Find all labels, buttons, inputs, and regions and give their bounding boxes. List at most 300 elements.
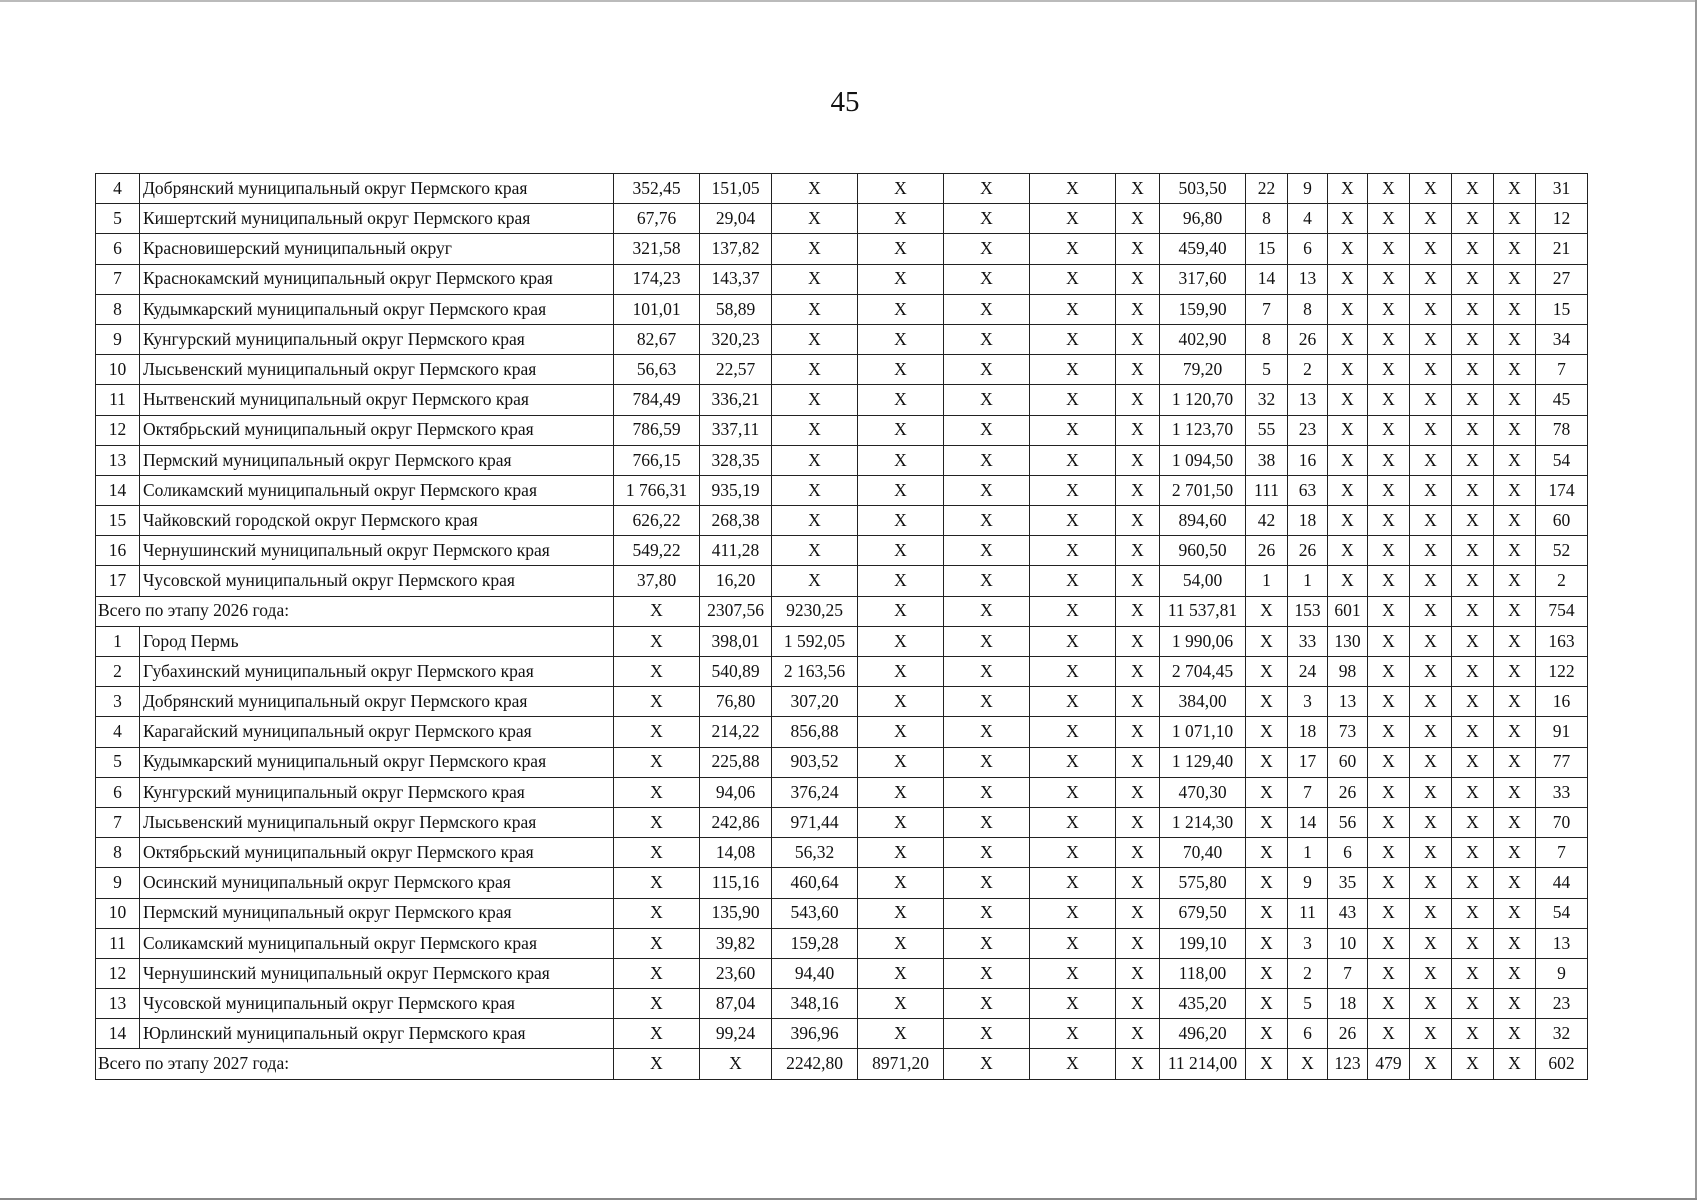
value-cell: X — [1328, 506, 1368, 536]
value-cell: 11 — [1288, 898, 1328, 928]
table-row — [96, 566, 1588, 596]
value-cell: X — [1030, 1049, 1116, 1079]
row-number: 4 — [96, 174, 140, 204]
value-cell: 11 537,81 — [1160, 596, 1246, 626]
value-cell: X — [1116, 566, 1160, 596]
value-cell: X — [858, 385, 944, 415]
value-cell: X — [1116, 777, 1160, 807]
page-number: 45 — [830, 86, 860, 118]
value-cell: X — [858, 204, 944, 234]
value-cell: X — [1494, 355, 1536, 385]
value-cell: X — [858, 174, 944, 204]
value-cell: 2307,56 — [700, 596, 772, 626]
value-cell: X — [944, 687, 1030, 717]
value-cell: X — [944, 657, 1030, 687]
value-cell: 153 — [1288, 596, 1328, 626]
value-cell: 459,40 — [1160, 234, 1246, 264]
value-cell: X — [1494, 958, 1536, 988]
value-cell: 3 — [1288, 687, 1328, 717]
value-cell: X — [944, 807, 1030, 837]
value-cell: 174 — [1536, 475, 1588, 505]
value-cell: 70,40 — [1160, 838, 1246, 868]
value-cell: X — [1030, 898, 1116, 928]
value-cell: X — [614, 898, 700, 928]
row-number: 9 — [96, 324, 140, 354]
value-cell: 32 — [1536, 1019, 1588, 1049]
row-number: 10 — [96, 898, 140, 928]
table-row — [96, 475, 1588, 505]
municipality-name: Чусовской муниципальный округ Пермского края — [140, 989, 614, 1019]
value-cell: 543,60 — [772, 898, 858, 928]
value-cell: 1 120,70 — [1160, 385, 1246, 415]
value-cell: 398,01 — [700, 626, 772, 656]
municipality-name: Пермский муниципальный округ Пермского края — [140, 898, 614, 928]
value-cell: X — [1246, 626, 1288, 656]
value-cell: 174,23 — [614, 264, 700, 294]
row-number: 6 — [96, 234, 140, 264]
value-cell: X — [772, 234, 858, 264]
value-cell: X — [858, 989, 944, 1019]
value-cell: 37,80 — [614, 566, 700, 596]
value-cell: 16 — [1288, 445, 1328, 475]
value-cell: 12 — [1536, 204, 1588, 234]
value-cell: X — [1494, 174, 1536, 204]
value-cell: 98 — [1328, 657, 1368, 687]
value-cell: X — [858, 657, 944, 687]
value-cell: 111 — [1246, 475, 1288, 505]
value-cell: X — [1368, 596, 1410, 626]
value-cell: 8 — [1288, 294, 1328, 324]
municipality-name: Кудымкарский муниципальный округ Пермского края — [140, 747, 614, 777]
value-cell: X — [1368, 898, 1410, 928]
value-cell: 5 — [1288, 989, 1328, 1019]
value-cell: X — [944, 1049, 1030, 1079]
value-cell: X — [1030, 747, 1116, 777]
value-cell: 32 — [1246, 385, 1288, 415]
total-label: Всего по этапу 2026 года: — [96, 596, 614, 626]
value-cell: X — [1494, 989, 1536, 1019]
value-cell: X — [1452, 355, 1494, 385]
value-cell: X — [1452, 1019, 1494, 1049]
value-cell: X — [772, 536, 858, 566]
value-cell: 8971,20 — [858, 1049, 944, 1079]
municipality-name: Чернушинский муниципальный округ Пермского края — [140, 958, 614, 988]
value-cell: X — [1368, 868, 1410, 898]
value-cell: X — [1116, 385, 1160, 415]
table-row — [96, 294, 1588, 324]
value-cell: X — [944, 415, 1030, 445]
value-cell: 79,20 — [1160, 355, 1246, 385]
value-cell: X — [700, 1049, 772, 1079]
value-cell: X — [944, 747, 1030, 777]
value-cell: 1 214,30 — [1160, 807, 1246, 837]
value-cell: 15 — [1246, 234, 1288, 264]
municipality-name: Чайковский городской округ Пермского края — [140, 506, 614, 536]
value-cell: 1 094,50 — [1160, 445, 1246, 475]
value-cell: X — [1452, 566, 1494, 596]
value-cell: 1 129,40 — [1160, 747, 1246, 777]
value-cell: X — [1246, 777, 1288, 807]
value-cell: 602 — [1536, 1049, 1588, 1079]
value-cell: X — [1030, 294, 1116, 324]
value-cell: 13 — [1536, 928, 1588, 958]
municipality-name: Нытвенский муниципальный округ Пермского края — [140, 385, 614, 415]
value-cell: X — [1494, 445, 1536, 475]
value-cell: X — [1116, 687, 1160, 717]
value-cell: X — [858, 596, 944, 626]
value-cell: X — [1368, 807, 1410, 837]
value-cell: X — [1452, 928, 1494, 958]
table-row — [96, 1019, 1588, 1049]
table-row — [96, 355, 1588, 385]
table-row — [96, 838, 1588, 868]
table-row — [96, 807, 1588, 837]
value-cell: X — [1410, 596, 1452, 626]
municipality-name: Губахинский муниципальный округ Пермского края — [140, 657, 614, 687]
value-cell: X — [1116, 264, 1160, 294]
value-cell: X — [1410, 898, 1452, 928]
value-cell: 2 — [1536, 566, 1588, 596]
value-cell: 67,76 — [614, 204, 700, 234]
value-cell: 38 — [1246, 445, 1288, 475]
value-cell: X — [1410, 234, 1452, 264]
row-number: 2 — [96, 657, 140, 687]
value-cell: 56 — [1328, 807, 1368, 837]
value-cell: 35 — [1328, 868, 1368, 898]
value-cell: X — [772, 415, 858, 445]
value-cell: 2 701,50 — [1160, 475, 1246, 505]
value-cell: X — [772, 324, 858, 354]
table-row — [96, 445, 1588, 475]
value-cell: X — [1368, 626, 1410, 656]
value-cell: X — [772, 506, 858, 536]
value-cell: 9230,25 — [772, 596, 858, 626]
value-cell: X — [1368, 264, 1410, 294]
value-cell: 479 — [1368, 1049, 1410, 1079]
value-cell: 540,89 — [700, 657, 772, 687]
value-cell: 1 123,70 — [1160, 415, 1246, 445]
value-cell: X — [944, 596, 1030, 626]
value-cell: 7 — [1246, 294, 1288, 324]
value-cell: X — [614, 657, 700, 687]
value-cell: 320,23 — [700, 324, 772, 354]
value-cell: 960,50 — [1160, 536, 1246, 566]
value-cell: X — [858, 747, 944, 777]
value-cell: X — [1116, 415, 1160, 445]
municipality-name: Город Пермь — [140, 626, 614, 656]
value-cell: X — [1116, 838, 1160, 868]
value-cell: 1 766,31 — [614, 475, 700, 505]
value-cell: X — [1410, 958, 1452, 988]
value-cell: X — [1030, 174, 1116, 204]
value-cell: X — [1452, 324, 1494, 354]
value-cell: 23 — [1288, 415, 1328, 445]
value-cell: 903,52 — [772, 747, 858, 777]
row-number: 7 — [96, 264, 140, 294]
value-cell: X — [1116, 989, 1160, 1019]
value-cell: X — [1452, 717, 1494, 747]
value-cell: 26 — [1328, 777, 1368, 807]
municipality-name: Юрлинский муниципальный округ Пермского края — [140, 1019, 614, 1049]
table-row — [96, 747, 1588, 777]
value-cell: X — [858, 264, 944, 294]
value-cell: X — [1368, 385, 1410, 415]
value-cell: 23,60 — [700, 958, 772, 988]
value-cell: 77 — [1536, 747, 1588, 777]
value-cell: X — [1030, 385, 1116, 415]
value-cell: 307,20 — [772, 687, 858, 717]
value-cell: 63 — [1288, 475, 1328, 505]
municipality-name: Чернушинский муниципальный округ Пермского края — [140, 536, 614, 566]
value-cell: X — [1246, 989, 1288, 1019]
value-cell: X — [1368, 717, 1410, 747]
value-cell: 14,08 — [700, 838, 772, 868]
value-cell: 6 — [1288, 234, 1328, 264]
municipality-name: Кунгурский муниципальный округ Пермского края — [140, 777, 614, 807]
value-cell: 73 — [1328, 717, 1368, 747]
municipality-name: Кишертский муниципальный округ Пермского края — [140, 204, 614, 234]
value-cell: 784,49 — [614, 385, 700, 415]
value-cell: X — [944, 1019, 1030, 1049]
value-cell: X — [1494, 687, 1536, 717]
value-cell: X — [1368, 445, 1410, 475]
row-number: 13 — [96, 989, 140, 1019]
value-cell: X — [858, 445, 944, 475]
value-cell: X — [1246, 717, 1288, 747]
value-cell: X — [1368, 777, 1410, 807]
value-cell: X — [1494, 928, 1536, 958]
value-cell: 29,04 — [700, 204, 772, 234]
value-cell: X — [1116, 807, 1160, 837]
value-cell: X — [944, 324, 1030, 354]
value-cell: 9 — [1536, 958, 1588, 988]
value-cell: X — [1116, 174, 1160, 204]
municipality-name: Карагайский муниципальный округ Пермского края — [140, 717, 614, 747]
value-cell: 2 704,45 — [1160, 657, 1246, 687]
value-cell: X — [944, 566, 1030, 596]
value-cell: X — [1246, 928, 1288, 958]
value-cell: 17 — [1288, 747, 1328, 777]
value-cell: X — [1494, 1019, 1536, 1049]
value-cell: X — [1494, 415, 1536, 445]
value-cell: X — [1328, 536, 1368, 566]
value-cell: X — [772, 385, 858, 415]
value-cell: 894,60 — [1160, 506, 1246, 536]
value-cell: X — [1116, 717, 1160, 747]
value-cell: X — [1452, 234, 1494, 264]
value-cell: X — [1116, 958, 1160, 988]
value-cell: 143,37 — [700, 264, 772, 294]
table-row — [96, 626, 1588, 656]
value-cell: X — [614, 687, 700, 717]
municipality-name: Октябрьский муниципальный округ Пермского края — [140, 838, 614, 868]
value-cell: X — [858, 898, 944, 928]
value-cell: X — [1452, 838, 1494, 868]
value-cell: 99,24 — [700, 1019, 772, 1049]
value-cell: 1 071,10 — [1160, 717, 1246, 747]
value-cell: X — [1494, 807, 1536, 837]
value-cell: 27 — [1536, 264, 1588, 294]
municipality-name: Кунгурский муниципальный округ Пермского края — [140, 324, 614, 354]
value-cell: 6 — [1328, 838, 1368, 868]
value-cell: X — [1246, 958, 1288, 988]
value-cell: X — [858, 506, 944, 536]
table-row — [96, 536, 1588, 566]
value-cell: X — [614, 626, 700, 656]
value-cell: 337,11 — [700, 415, 772, 445]
value-cell: X — [772, 294, 858, 324]
value-cell: X — [614, 777, 700, 807]
value-cell: X — [1328, 415, 1368, 445]
value-cell: 935,19 — [700, 475, 772, 505]
value-cell: X — [1494, 717, 1536, 747]
value-cell: X — [1116, 506, 1160, 536]
value-cell: X — [1288, 1049, 1328, 1079]
value-cell: X — [944, 989, 1030, 1019]
value-cell: 328,35 — [700, 445, 772, 475]
value-cell: X — [614, 807, 700, 837]
value-cell: X — [1368, 234, 1410, 264]
value-cell: X — [1116, 596, 1160, 626]
value-cell: 18 — [1288, 717, 1328, 747]
value-cell: X — [1452, 657, 1494, 687]
value-cell: X — [1116, 234, 1160, 264]
value-cell: X — [1410, 1019, 1452, 1049]
value-cell: X — [1030, 717, 1116, 747]
table-row — [96, 506, 1588, 536]
value-cell: X — [1246, 838, 1288, 868]
value-cell: X — [1452, 294, 1494, 324]
row-number: 11 — [96, 385, 140, 415]
value-cell: X — [1368, 838, 1410, 868]
value-cell: X — [1410, 294, 1452, 324]
value-cell: X — [944, 294, 1030, 324]
value-cell: X — [1116, 898, 1160, 928]
municipality-name: Добрянский муниципальный округ Пермского края — [140, 174, 614, 204]
value-cell: X — [1452, 747, 1494, 777]
value-cell: 94,40 — [772, 958, 858, 988]
value-cell: X — [1452, 385, 1494, 415]
value-cell: X — [1494, 626, 1536, 656]
value-cell: 4 — [1288, 204, 1328, 234]
value-cell: 76,80 — [700, 687, 772, 717]
value-cell: X — [858, 687, 944, 717]
value-cell: X — [1328, 385, 1368, 415]
value-cell: X — [1368, 687, 1410, 717]
row-number: 5 — [96, 747, 140, 777]
value-cell: 8 — [1246, 324, 1288, 354]
table-row — [96, 234, 1588, 264]
row-number: 8 — [96, 838, 140, 868]
value-cell: 26 — [1288, 536, 1328, 566]
value-cell: X — [858, 1019, 944, 1049]
value-cell: 60 — [1328, 747, 1368, 777]
value-cell: X — [1116, 294, 1160, 324]
value-cell: 856,88 — [772, 717, 858, 747]
value-cell: X — [1410, 355, 1452, 385]
value-cell: X — [1116, 868, 1160, 898]
value-cell: 163 — [1536, 626, 1588, 656]
value-cell: 3 — [1288, 928, 1328, 958]
value-cell: 496,20 — [1160, 1019, 1246, 1049]
value-cell: 123 — [1328, 1049, 1368, 1079]
row-number: 7 — [96, 807, 140, 837]
value-cell: X — [772, 174, 858, 204]
value-cell: 22,57 — [700, 355, 772, 385]
value-cell: X — [1410, 506, 1452, 536]
value-cell: 31 — [1536, 174, 1588, 204]
table-row — [96, 777, 1588, 807]
value-cell: X — [1328, 264, 1368, 294]
value-cell: X — [1452, 898, 1494, 928]
value-cell: X — [1452, 506, 1494, 536]
value-cell: 70 — [1536, 807, 1588, 837]
value-cell: X — [1328, 294, 1368, 324]
value-cell: X — [1246, 868, 1288, 898]
value-cell: X — [1328, 174, 1368, 204]
value-cell: 321,58 — [614, 234, 700, 264]
value-cell: X — [858, 958, 944, 988]
municipality-name: Октябрьский муниципальный округ Пермского края — [140, 415, 614, 445]
value-cell: 18 — [1288, 506, 1328, 536]
value-cell: 7 — [1288, 777, 1328, 807]
table-row — [96, 324, 1588, 354]
value-cell: X — [944, 536, 1030, 566]
value-cell: 411,28 — [700, 536, 772, 566]
value-cell: X — [1030, 566, 1116, 596]
value-cell: X — [1368, 747, 1410, 777]
value-cell: 601 — [1328, 596, 1368, 626]
value-cell: 2242,80 — [772, 1049, 858, 1079]
value-cell: 26 — [1246, 536, 1288, 566]
value-cell: 1 — [1246, 566, 1288, 596]
value-cell: X — [1116, 928, 1160, 958]
scan-edge-top — [0, 0, 1697, 2]
value-cell: X — [858, 868, 944, 898]
value-cell: X — [1246, 898, 1288, 928]
value-cell: X — [1494, 1049, 1536, 1079]
value-cell: 16 — [1536, 687, 1588, 717]
value-cell: X — [1368, 958, 1410, 988]
value-cell: X — [944, 355, 1030, 385]
row-number: 5 — [96, 204, 140, 234]
value-cell: X — [1494, 234, 1536, 264]
value-cell: X — [1246, 747, 1288, 777]
total-label: Всего по этапу 2027 года: — [96, 1049, 614, 1079]
data-table — [95, 173, 1588, 1080]
value-cell: 679,50 — [1160, 898, 1246, 928]
value-cell: X — [1410, 657, 1452, 687]
value-cell: X — [1116, 204, 1160, 234]
row-number: 16 — [96, 536, 140, 566]
value-cell: 115,16 — [700, 868, 772, 898]
value-cell: X — [1030, 989, 1116, 1019]
value-cell: 24 — [1288, 657, 1328, 687]
value-cell: X — [1246, 596, 1288, 626]
municipality-name: Соликамский муниципальный округ Пермского края — [140, 475, 614, 505]
value-cell: X — [1494, 204, 1536, 234]
value-cell: 14 — [1246, 264, 1288, 294]
table-row — [96, 868, 1588, 898]
value-cell: X — [1452, 958, 1494, 988]
value-cell: X — [944, 777, 1030, 807]
value-cell: X — [944, 506, 1030, 536]
value-cell: X — [1494, 264, 1536, 294]
value-cell: 352,45 — [614, 174, 700, 204]
value-cell: 22 — [1246, 174, 1288, 204]
value-cell: 60 — [1536, 506, 1588, 536]
value-cell: X — [614, 596, 700, 626]
